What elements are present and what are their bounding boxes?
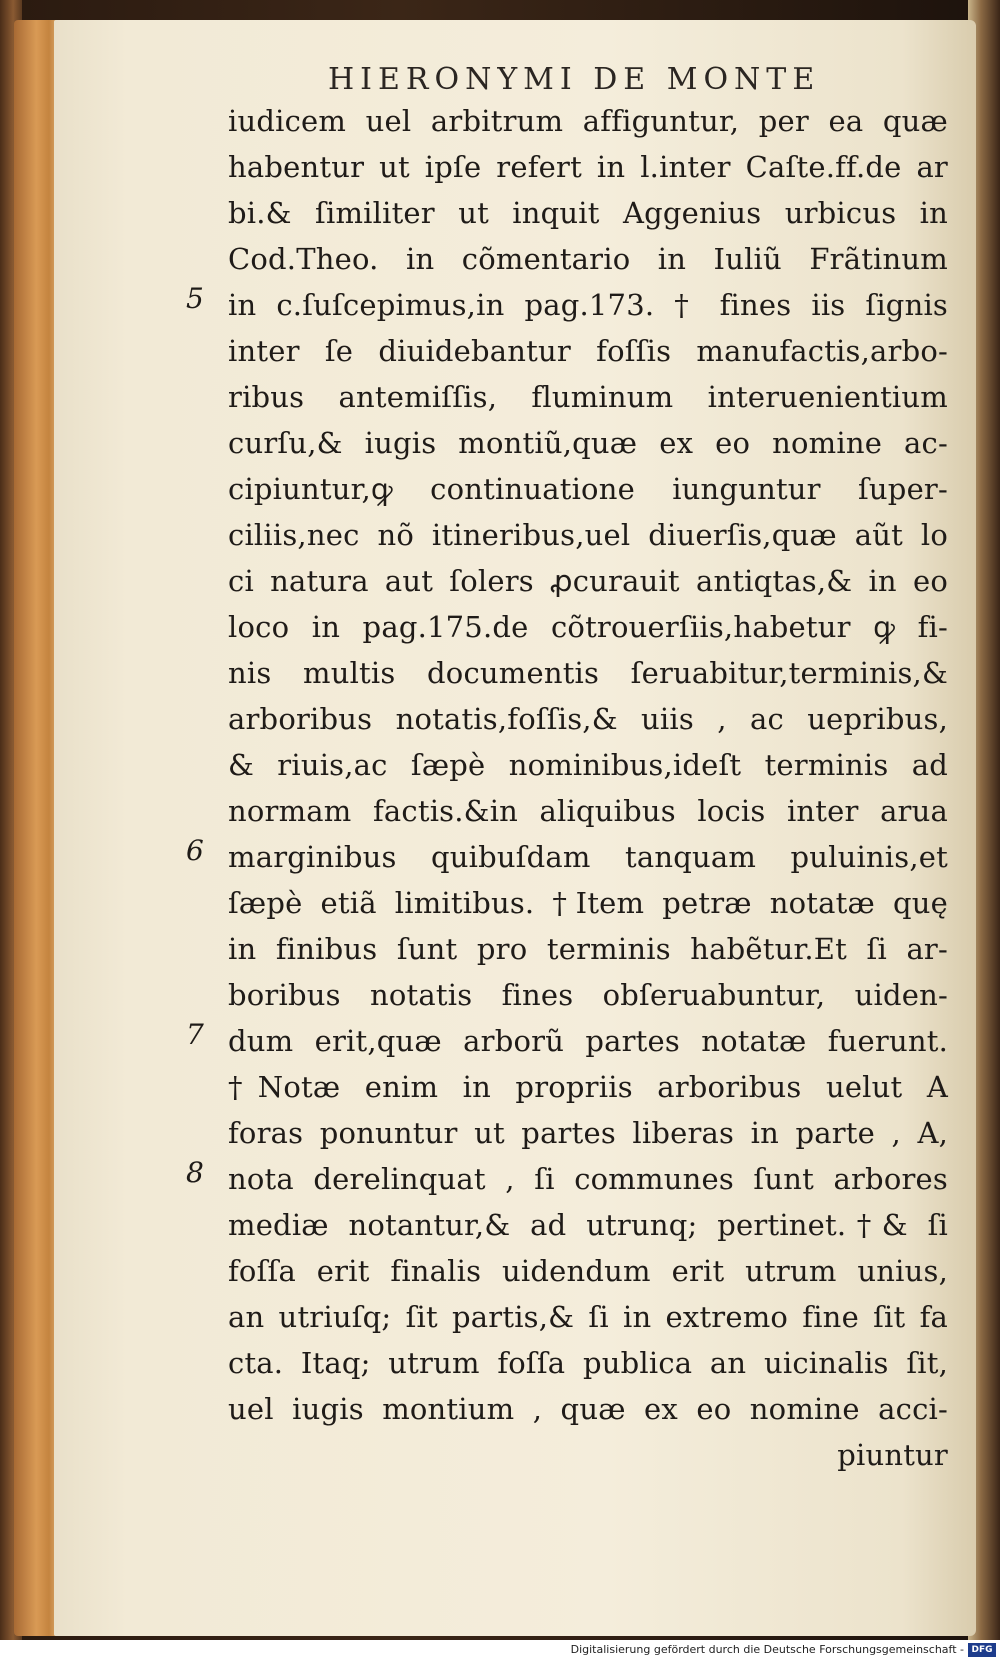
- funding-credit: Digitalisierung gefördert durch die Deutsche Forschungsgemeinschaft -: [570, 1643, 964, 1656]
- margin-number-5: 5: [186, 282, 204, 315]
- text-line: ribus antemiſſis, fluminum interuenientium: [228, 380, 948, 414]
- text-line: cta. Itaq; utrum foſſa publica an uicinalis ſit,: [228, 1346, 948, 1380]
- text-line: & riuis,ac ſæpè nominibus,ideſt terminis ad: [228, 748, 948, 782]
- text-line: arboribus notatis,foſſis,& uiis , ac uepribus,: [228, 702, 948, 736]
- text-line: normam factis.&in aliquibus locis inter arua: [228, 794, 948, 828]
- text-line: cipiuntur,ꝙ continuatione iunguntur ſuper-: [228, 472, 948, 506]
- dfg-logo: DFG: [968, 1643, 996, 1657]
- text-line: in c.ſuſcepimus,in pag.173. † fines iis ſignis: [228, 288, 948, 322]
- margin-number-8: 8: [186, 1156, 204, 1189]
- text-line: mediæ notantur,& ad utrunq; pertinet.†& ſi: [228, 1208, 948, 1242]
- text-line: inter ſe diuidebantur foſſis manufactis,arbo-: [228, 334, 948, 368]
- text-line: an utriuſq; ſit partis,& ſi in extremo fine ſit fa: [228, 1300, 948, 1334]
- text-line: ci natura aut ſolers ꝓcurauit antiqtas,& in eo: [228, 564, 948, 598]
- margin-number-7: 7: [186, 1018, 204, 1051]
- catchword: piuntur: [837, 1438, 948, 1472]
- text-line: uel iugis montium , quæ ex eo nomine acci-: [228, 1392, 948, 1426]
- text-line: ſæpè etiã limitibus. †Item petræ notatæ quę: [228, 886, 948, 920]
- text-line: iudicem uel arbitrum affiguntur, per ea quæ: [228, 104, 948, 138]
- text-block: [228, 98, 948, 1478]
- text-line: dum erit,quæ arborũ partes notatæ fuerunt.: [228, 1024, 948, 1058]
- text-line: nota derelinquat , ſi communes ſunt arbores: [228, 1162, 948, 1196]
- text-line: ciliis,nec nõ itineribus,uel diuerſis,quæ aũt lo: [228, 518, 948, 552]
- text-line: marginibus quibuſdam tanquam puluinis,et: [228, 840, 948, 874]
- text-line: nis multis documentis ſeruabitur,terminis,&: [228, 656, 948, 690]
- text-line: Cod.Theo. in cõmentario in Iuliũ Frãtinum: [228, 242, 948, 276]
- text-line: curſu,& iugis montiũ,quæ ex eo nomine ac-: [228, 426, 948, 460]
- footer-bar: [0, 1640, 1000, 1661]
- text-line: habentur ut ipſe refert in l.inter Caſte.ff.de ar: [228, 150, 948, 184]
- text-line: bi.& ſimiliter ut inquit Aggenius urbicus in: [228, 196, 948, 230]
- text-line: boribus notatis fines obſeruabuntur, uiden-: [228, 978, 948, 1012]
- text-line: loco in pag.175.de cõtrouerſiis,habetur ꝙ fi-: [228, 610, 948, 644]
- text-line: foras ponuntur ut partes liberas in parte , A,: [228, 1116, 948, 1150]
- text-line: foſſa erit finalis uidendum erit utrum unius,: [228, 1254, 948, 1288]
- running-head: HIERONYMI DE MONTE: [328, 62, 821, 97]
- margin-number-6: 6: [186, 834, 204, 867]
- text-line: in finibus ſunt pro terminis habẽtur.Et ſi ar-: [228, 932, 948, 966]
- text-line: †Notæ enim in propriis arboribus uelut A: [228, 1070, 948, 1104]
